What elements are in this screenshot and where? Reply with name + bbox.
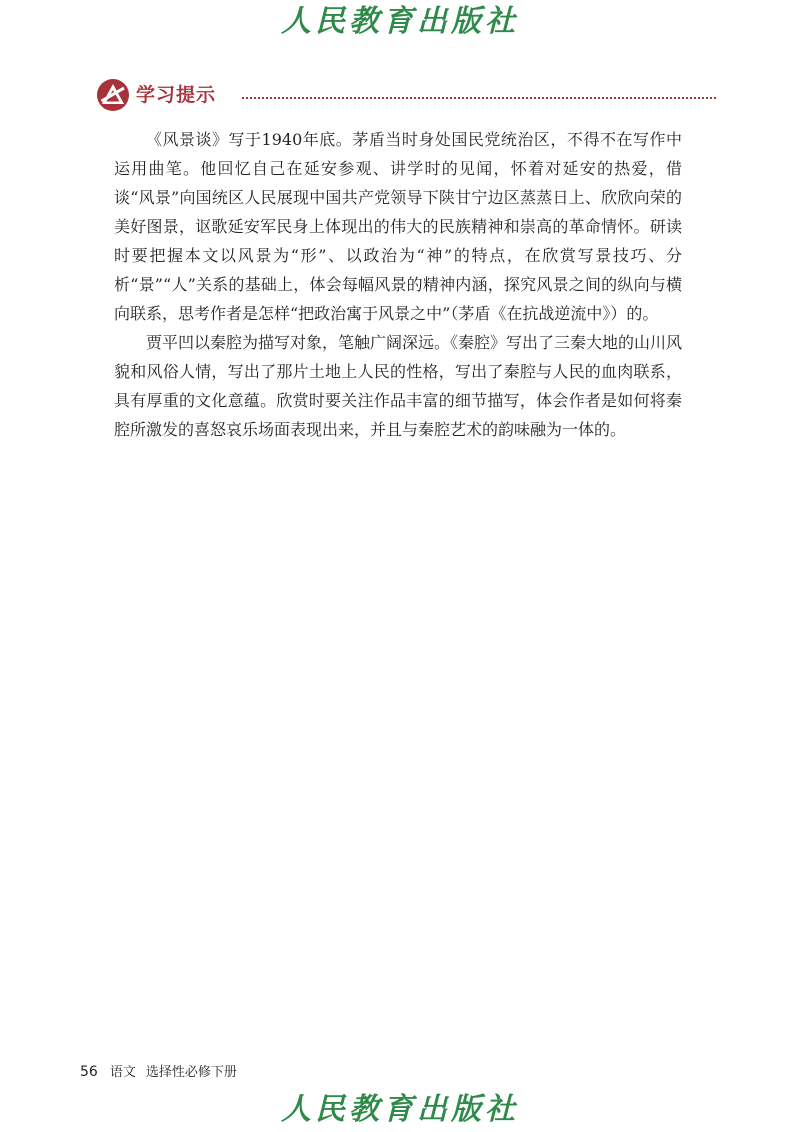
publisher-logo-bottom: 人民教育出版社 [281,1092,519,1127]
book-title: 选择性必修下册 [145,1065,237,1080]
section-divider [242,97,716,99]
page-footer [80,1062,237,1083]
section-header [96,78,716,114]
learning-tips-body [114,125,682,444]
page-number: 56 [80,1064,98,1080]
subject-label: 语文 [109,1065,136,1080]
publisher-logo-top: 人民教育出版社 [281,4,519,39]
section-title: 学习提示 [136,84,217,106]
triangle-emblem-icon [96,78,130,112]
paragraph-1: 《风景谈》写于1940年底。茅盾当时身处国民党统治区，不得不在写作中运用曲笔。他回忆自己在延安参观、讲学时的见闻，怀着对延安的热爱，借谈“风景”向国统区人民展现中国共产党领导下陕甘宁边区蒸蒸日上、欣欣向荣的美好图景，讴歌延安军民身上体现出的伟大的民族精神和崇高的革命情怀。研读时要把握本文以风景为“形”、以政治为“神”的特点，在欣赏写景技巧、分析“景”“人”关系的基础上，体会每幅风景的精神内涵，探究风景之间的纵向与横向联系，思考作者是怎样“把政治寓于风景之中”（茅盾《在抗战逆流中》）的。 [114,130,682,323]
paragraph-2: 贾平凹以秦腔为描写对象，笔触广阔深远。《秦腔》写出了三秦大地的山川风貌和风俗人情，写出了那片土地上人民的性格，写出了秦腔与人民的血肉联系，具有厚重的文化意蕴。欣赏时要关注作品丰富的细节描写，体会作者是如何将秦腔所激发的喜怒哀乐场面表现出来，并且与秦腔艺术的韵味融为一体的。 [114,333,683,439]
